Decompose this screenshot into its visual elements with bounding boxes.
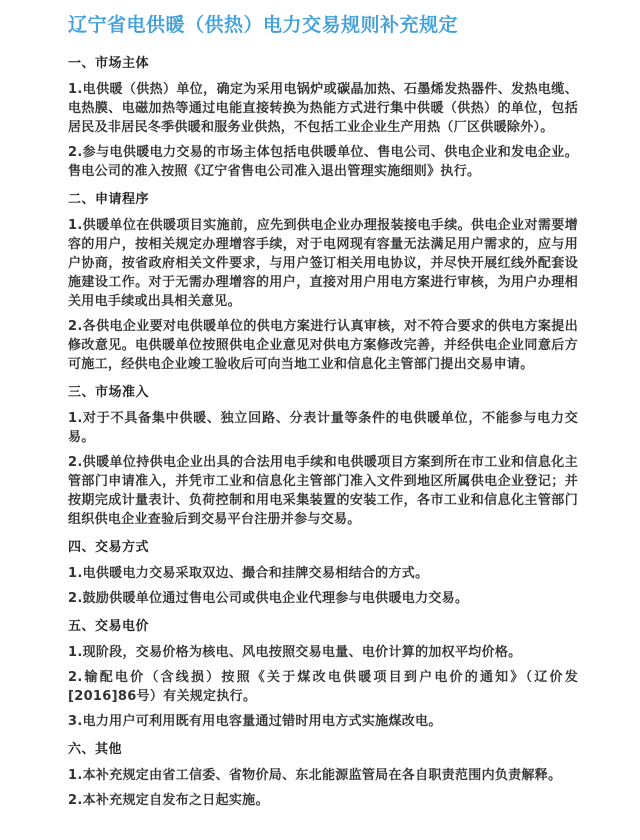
paragraph: 1.电供暖电力交易采取双边、撮合和挂牌交易相结合的方式。 xyxy=(68,565,429,581)
paragraph: 2.输配电价（含线损）按照《关于煤改电供暖项目到户电价的通知》（辽价发[2016]86号）有关规定执行。 xyxy=(68,669,578,704)
section-heading: 二、申请程序 xyxy=(68,191,150,207)
paragraph: 2.参与电供暖电力交易的市场主体包括电供暖单位、售电公司、供电企业和发电企业。售电公司的准入按照《辽宁省售电公司准入退出管理实施细则》执行。 xyxy=(68,144,578,179)
paragraph: 3.电力用户可利用既有用电容量通过错时用电方式实施煤改电。 xyxy=(68,713,442,729)
paragraph: 1.对于不具备集中供暖、独立回路、分表计量等条件的电供暖单位，不能参与电力交易。 xyxy=(68,410,578,445)
section-heading: 五、交易电价 xyxy=(68,618,150,634)
paragraph: 1.现阶段，交易价格为核电、风电按照交易电量、电价计算的加权平均价格。 xyxy=(68,644,522,660)
paragraph: 2.本补充规定自发布之日起实施。 xyxy=(68,792,269,808)
document-body xyxy=(68,54,578,810)
paragraph: 1.本补充规定由省工信委、省物价局、东北能源监管局在各自职责范围内负责解释。 xyxy=(68,767,562,783)
section-heading: 四、交易方式 xyxy=(68,539,150,555)
paragraph: 2.鼓励供暖单位通过售电公司或供电企业代理参与电供暖电力交易。 xyxy=(68,590,469,606)
document-title: 辽宁省电供暖（供热）电力交易规则补充规定 xyxy=(68,14,459,36)
section-heading: 六、其他 xyxy=(68,741,123,757)
paragraph: 2.各供电企业要对电供暖单位的供电方案进行认真审核，对不符合要求的供电方案提出修改意见。电供暖单位按照供电企业意见对供电方案修改完善，并经供电企业同意后方可施工，经供电企业竣工验收后可向当地工业和信息化主管部门提出交易申请。 xyxy=(68,318,578,372)
paragraph: 2.供暖单位持供电企业出具的合法用电手续和电供暖项目方案到所在市工业和信息化主管部门申请准入，并凭市工业和信息化主管部门准入文件到地区所属供电企业登记；并按期完成计量表计、负荷控制和用电采集装置的安装工作，各市工业和信息化主管部门组织供电企业查验后到交易平台注册并参与交易。 xyxy=(68,454,578,527)
paragraph: 1.电供暖（供热）单位，确定为采用电锅炉或碳晶加热、石墨烯发热器件、发热电缆、电热膜、电磁加热等通过电能直接转换为热能方式进行集中供暖（供热）的单位，包括居民及非居民冬季供暖和服务业供热，不包括工业企业生产用热（厂区供暖除外）。 xyxy=(68,81,578,135)
section-heading: 一、市场主体 xyxy=(68,55,150,71)
paragraph: 1.供暖单位在供暖项目实施前，应先到供电企业办理报装接电手续。供电企业对需要增容的用户，按相关规定办理增容手续，对于电网现有容量无法满足用户需求的，应与用户协商，按省政府相关文件要求，与用户签订相关用电协议，并尽快开展红线外配套设施建设工作。对于无需办理增容的用户，直接对用户用电方案进行审核，为用户办理相关用电手续或出具相关意见。 xyxy=(68,217,578,309)
section-heading: 三、市场准入 xyxy=(68,384,150,400)
